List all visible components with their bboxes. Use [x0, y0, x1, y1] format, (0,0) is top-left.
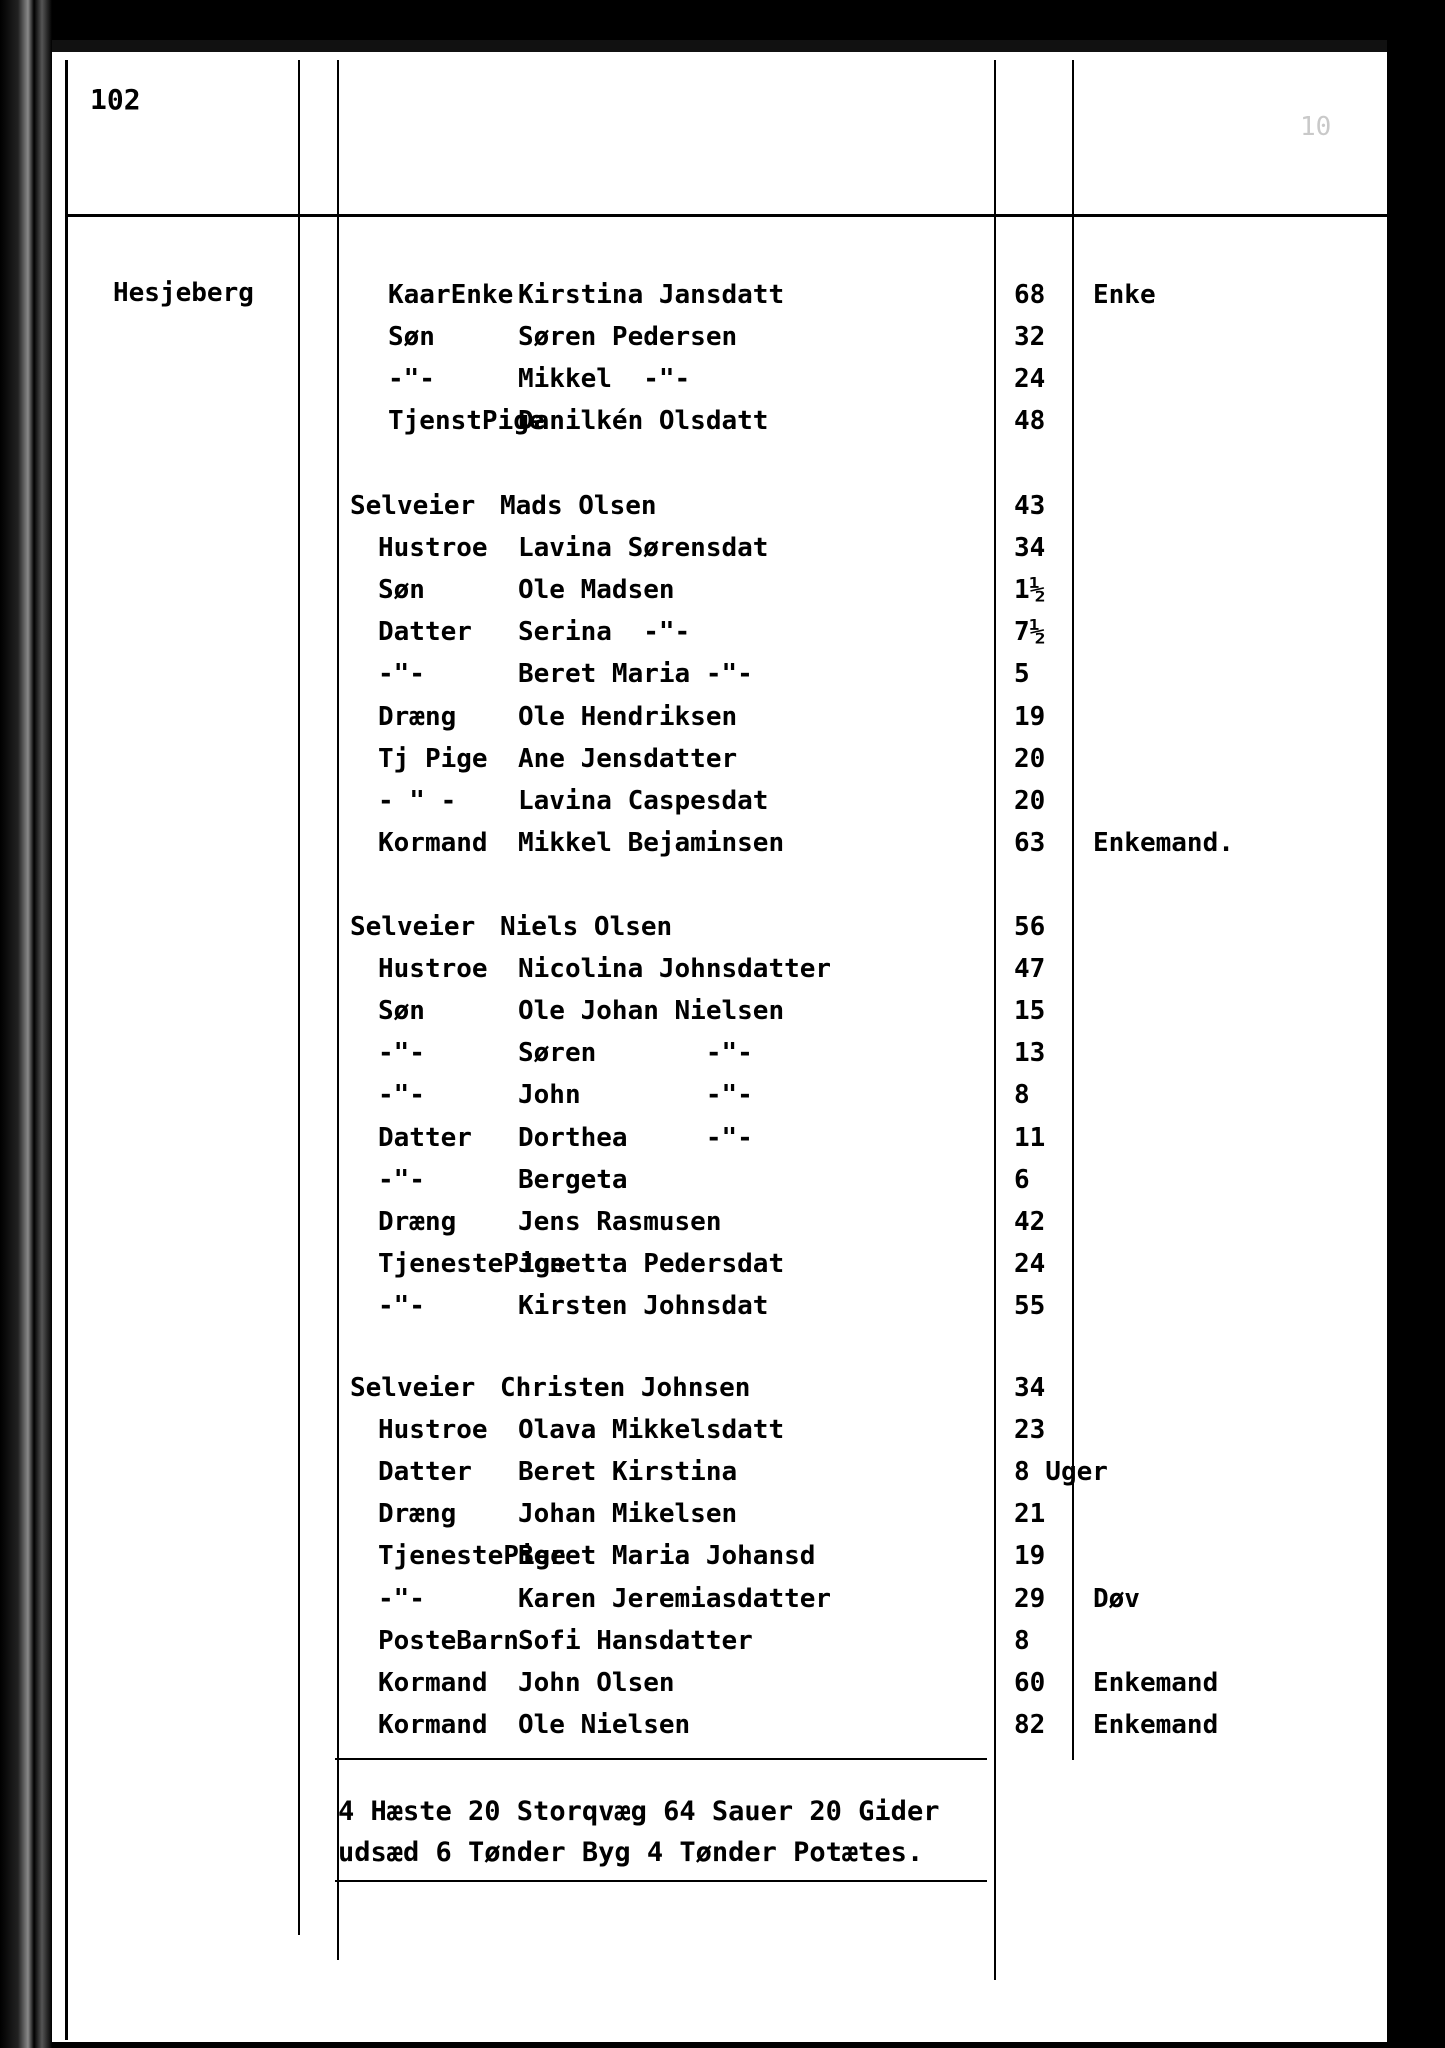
entry-name: Beret Kirstina	[518, 1457, 738, 1487]
entry-role: PosteBarn	[378, 1626, 519, 1656]
seed-summary: udsæd 6 Tønder Byg 4 Tønder Potætes.	[338, 1837, 924, 1868]
entry-name: John Olsen	[518, 1668, 675, 1698]
entry-role: -"-	[378, 1291, 425, 1321]
entry-name: Karen Jeremiasdatter	[518, 1584, 832, 1614]
entry-age: 11	[1014, 1123, 1046, 1153]
left-margin-rule	[65, 60, 68, 2040]
bleed-through-mark: 10	[1300, 112, 1332, 142]
entry-name: Ole Nielsen	[518, 1710, 691, 1740]
entry-role: -"-	[378, 1584, 425, 1614]
entry-name: Bergeta	[518, 1165, 628, 1195]
entry-age: 5	[1014, 659, 1030, 689]
entry-age: 20	[1014, 786, 1046, 816]
entry-role: Tj Pige	[378, 744, 488, 774]
entry-role: Hustroe	[378, 1415, 488, 1445]
footer-bottom-rule	[335, 1880, 987, 1882]
entry-name: Kirsten Johnsdat	[518, 1291, 769, 1321]
entry-role: TjenstPige	[388, 406, 545, 436]
entry-name: Sofi Hansdatter	[518, 1626, 753, 1656]
role-column-rule	[337, 60, 339, 1960]
entry-age: 55	[1014, 1291, 1046, 1321]
entry-role: -"-	[378, 1038, 425, 1068]
entry-age: 82	[1014, 1710, 1046, 1740]
entry-role: Hustroe	[378, 954, 488, 984]
entry-role: Datter	[378, 1123, 472, 1153]
entry-note: Enke	[1093, 280, 1156, 310]
entry-age: 34	[1014, 533, 1046, 563]
entry-role: Søn	[388, 322, 435, 352]
entry-note: Døv	[1093, 1584, 1140, 1614]
entry-name: Nicolina Johnsdatter	[518, 954, 832, 984]
entry-role: Kormand	[378, 1668, 488, 1698]
entry-name: Søren Pedersen	[518, 322, 738, 352]
entry-age: 1½	[1014, 575, 1046, 605]
place-column-rule	[298, 60, 300, 1935]
entry-age: 32	[1014, 322, 1046, 352]
entry-role: -"-	[378, 1080, 425, 1110]
entry-role: -"-	[378, 659, 425, 689]
age-column-rule-right	[1072, 60, 1074, 1760]
entry-role: Dræng	[378, 702, 457, 732]
entry-age: 7½	[1014, 617, 1046, 647]
entry-role: Selveier	[350, 912, 476, 942]
entry-age: 19	[1014, 1541, 1046, 1571]
place-name: Hesjeberg	[113, 278, 254, 308]
entry-role: Kormand	[378, 1710, 488, 1740]
entry-name: Ole Madsen	[518, 575, 675, 605]
entry-role: - " -	[378, 786, 457, 816]
entry-name: Ole Hendriksen	[518, 702, 738, 732]
entry-name: Søren -"-	[518, 1038, 753, 1068]
entry-role: Datter	[378, 617, 472, 647]
age-column-rule-left	[994, 60, 996, 1980]
entry-role: Datter	[378, 1457, 472, 1487]
entry-age: 56	[1014, 912, 1046, 942]
entry-age: 48	[1014, 406, 1046, 436]
entry-name: Olava Mikkelsdatt	[518, 1415, 785, 1445]
entry-age: 43	[1014, 491, 1046, 521]
entry-name: Mads Olsen	[500, 491, 657, 521]
book-binding-edge	[0, 0, 52, 2048]
entry-age: 42	[1014, 1207, 1046, 1237]
entry-role: Kormand	[378, 828, 488, 858]
livestock-summary: 4 Hæste 20 Storqvæg 64 Sauer 20 Gider	[338, 1796, 940, 1827]
entry-age: 8	[1014, 1626, 1030, 1656]
entry-age: 47	[1014, 954, 1046, 984]
entry-name: Niels Olsen	[500, 912, 673, 942]
entry-age: 19	[1014, 702, 1046, 732]
page-right-shadow	[1387, 0, 1445, 2048]
entry-name: Jonetta Pedersdat	[518, 1249, 785, 1279]
entry-age: 29	[1014, 1584, 1046, 1614]
entry-age: 60	[1014, 1668, 1046, 1698]
entry-role: Dræng	[378, 1207, 457, 1237]
entry-age: 23	[1014, 1415, 1046, 1445]
entry-age: 8	[1014, 1080, 1030, 1110]
entry-age: 63	[1014, 828, 1046, 858]
entry-name: Mikkel -"-	[518, 364, 691, 394]
entry-age: 24	[1014, 1249, 1046, 1279]
footer-top-rule	[335, 1758, 987, 1760]
entry-role: TjenestePige	[378, 1541, 566, 1571]
entry-name: Lavina Sørensdat	[518, 533, 769, 563]
entry-age: 15	[1014, 996, 1046, 1026]
entry-age: 34	[1014, 1373, 1046, 1403]
entry-note: Enkemand	[1093, 1668, 1219, 1698]
entry-name: Johan Mikelsen	[518, 1499, 738, 1529]
entry-name: Lavina Caspesdat	[518, 786, 769, 816]
entry-role: TjenestePige	[378, 1249, 566, 1279]
entry-age: 20	[1014, 744, 1046, 774]
entry-age: 24	[1014, 364, 1046, 394]
entry-role: Hustroe	[378, 533, 488, 563]
entry-name: Mikkel Bejaminsen	[518, 828, 785, 858]
entry-name: Christen Johnsen	[500, 1373, 751, 1403]
entry-name: Ole Johan Nielsen	[518, 996, 785, 1026]
entry-role: -"-	[388, 364, 435, 394]
entry-name: John -"-	[518, 1080, 753, 1110]
entry-note: Enkemand	[1093, 1710, 1219, 1740]
entry-role: -"-	[378, 1165, 425, 1195]
entry-name: Serina -"-	[518, 617, 691, 647]
entry-name: Beret Maria Johansd	[518, 1541, 816, 1571]
entry-name: Ane Jensdatter	[518, 744, 738, 774]
entry-note: Enkemand.	[1093, 828, 1234, 858]
header-rule	[65, 214, 1387, 217]
page-number: 102	[90, 83, 141, 116]
entry-role: Dræng	[378, 1499, 457, 1529]
entry-age: 21	[1014, 1499, 1046, 1529]
entry-role: Selveier	[350, 1373, 476, 1403]
entry-role: KaarEnke	[388, 280, 514, 310]
entry-role: Søn	[378, 996, 425, 1026]
entry-age: 13	[1014, 1038, 1046, 1068]
entry-name: Danilkén Olsdatt	[518, 406, 769, 436]
entry-name: Beret Maria -"-	[518, 659, 753, 689]
entry-age: 68	[1014, 280, 1046, 310]
entry-role: Søn	[378, 575, 425, 605]
entry-name: Jens Rasmusen	[518, 1207, 722, 1237]
entry-name: Dorthea -"-	[518, 1123, 753, 1153]
entry-age: 8 Uger	[1014, 1457, 1108, 1487]
entry-name: Kirstina Jansdatt	[518, 280, 785, 310]
entry-role: Selveier	[350, 491, 476, 521]
entry-age: 6	[1014, 1165, 1030, 1195]
